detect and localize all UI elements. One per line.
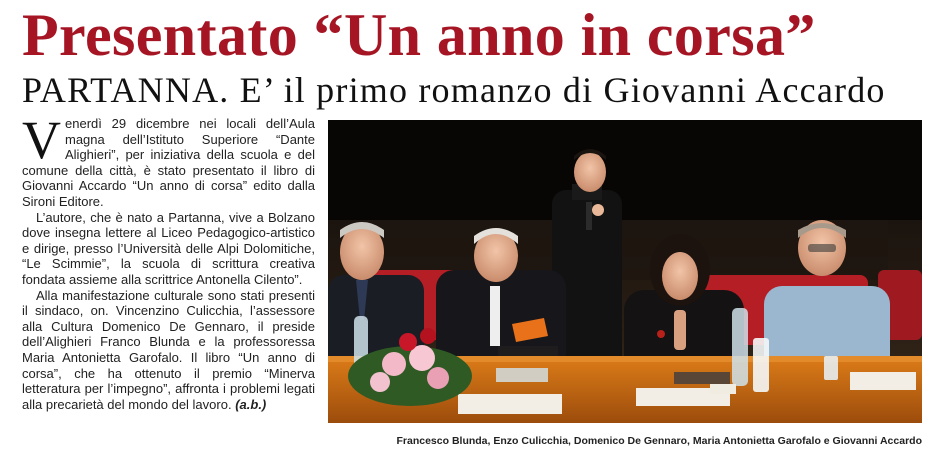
headline: Presentato “Un anno in corsa” bbox=[22, 2, 816, 68]
event-photo bbox=[328, 120, 922, 423]
article-paragraph-2: L’autore, che è nato a Partanna, vive a Bolzano dove insegna lettere al Liceo Pedagogico-artistico e dirige, presso l’Università delle Alpi Dolomitiche, “Le Scimmie”, la scuola di scrittura creativa fondata assieme alla scrittrice Antonella Cilento”. bbox=[22, 209, 315, 287]
paragraph-3-text: Alla manifestazione culturale sono stati presenti il sindaco, on. Vincenzino Culicchia, l’assessore alla Cultura Domenico De Gennaro, il preside dell’Alighieri Franco Blunda e la professoressa Maria Antonietta Garofalo. Il libro “Un anno di corsa”, che ha ottenuto il premio “Minerva letteratura per l’impegno”, affronta i problemi legati alla precarietà del mondo del lavoro. bbox=[22, 287, 315, 412]
article-body bbox=[22, 110, 315, 462]
author-signature: (a.b.) bbox=[235, 396, 267, 412]
drop-cap: V bbox=[22, 110, 61, 170]
subheadline: PARTANNA. E’ il primo romanzo di Giovanni Accardo bbox=[22, 70, 886, 110]
photo-caption: Francesco Blunda, Enzo Culicchia, Domenico De Gennaro, Maria Antonietta Garofalo e Giovanni Accardo bbox=[396, 435, 922, 447]
article-paragraph-1 bbox=[22, 110, 315, 210]
paragraph-1-text: enerdì 29 dicembre nei locali dell’Aula magna dell’Istituto Superiore “Dante Alighieri”, per iniziativa della scuola e del comune della città, è stato presentato il libro di Giovanni Accardo “Un anno di corsa” edito dalla Sironi Editore. bbox=[22, 116, 315, 209]
article-paragraph-3 bbox=[22, 288, 315, 413]
